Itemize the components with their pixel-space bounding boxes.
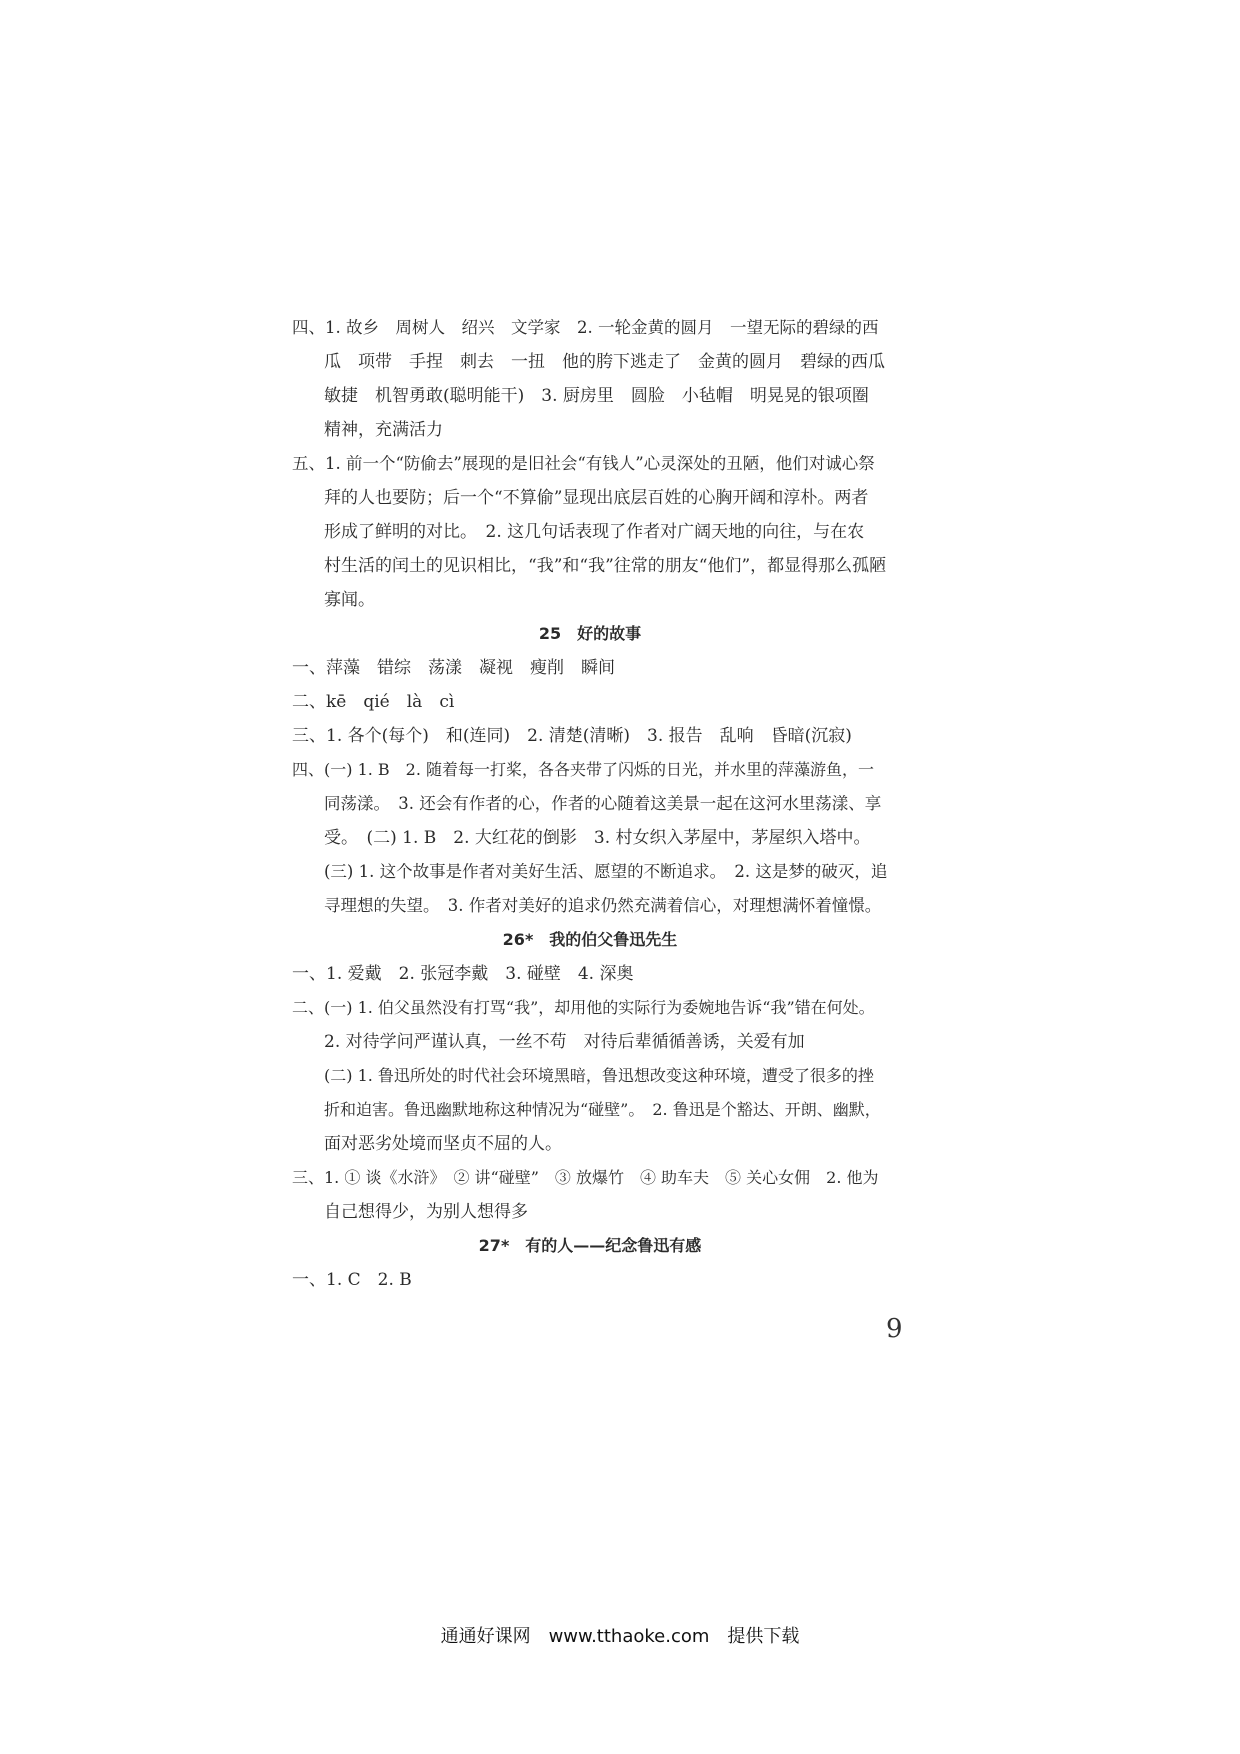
answer-line: 寻理想的失望。 3. 作者对美好的追求仍然充满着信心，对理想满怀着憧憬。 <box>324 896 882 915</box>
answer-line: 二、kē qié là cì <box>292 692 455 712</box>
answer-line: 五、1. 前一个“防偷去”展现的是旧社会“有钱人”心灵深处的丑陋，他们对诚心祭 <box>292 454 875 473</box>
footer-credit: 通通好课网 www.tthaoke.com 提供下载 <box>440 1626 800 1647</box>
answer-line: 敏捷 机智勇敢(聪明能干) 3. 厨房里 圆脸 小毡帽 明晃晃的银项圈 <box>324 386 869 406</box>
answer-line: 拜的人也要防；后一个“不算偷”显现出底层百姓的心胸开阔和淳朴。两者 <box>324 488 869 508</box>
answer-line: 瓜 项带 手捏 刺去 一扭 他的胯下逃走了 金黄的圆月 碧绿的西瓜 <box>324 352 885 372</box>
answer-line: 一、1. 爱戴 2. 张冠李戴 3. 碰壁 4. 深奥 <box>292 964 634 984</box>
answer-line: 四、1. 故乡 周树人 绍兴 文学家 2. 一轮金黄的圆月 一望无际的碧绿的西 <box>292 318 879 337</box>
answer-line: 村生活的闰土的见识相比，“我”和“我”往常的朋友“他们”，都显得那么孤陋 <box>324 556 887 576</box>
answer-line: 同荡漾。 3. 还会有作者的心，作者的心随着这美景一起在这河水里荡漾、享 <box>324 794 882 813</box>
answer-line: (三) 1. 这个故事是作者对美好生活、愿望的不断追求。 2. 这是梦的破灭，追 <box>324 862 888 881</box>
answer-line: 面对恶劣处境而坚贞不屈的人。 <box>324 1134 562 1154</box>
answer-line: 三、1. 各个(每个) 和(连同) 2. 清楚(清晰) 3. 报告 乱响 昏暗(沉寂) <box>292 726 852 746</box>
answer-line: 受。 (二) 1. B 2. 大红花的倒影 3. 村女织入茅屋中，茅屋织入塔中。 <box>324 828 871 848</box>
answer-content <box>292 311 888 1297</box>
answer-line: 精神，充满活力 <box>324 420 443 440</box>
answer-line: 寡闻。 <box>324 590 375 610</box>
answer-line: 一、萍藻 错综 荡漾 凝视 瘦削 瞬间 <box>292 658 615 678</box>
answer-line: 二、(一) 1. 伯父虽然没有打骂“我”，却用他的实际行为委婉地告诉“我”错在何处。 <box>292 998 875 1017</box>
section-heading: 26* 我的伯父鲁迅先生 <box>502 930 678 949</box>
answer-line: 2. 对待学问严谨认真，一丝不苟 对待后辈循循善诱，关爱有加 <box>324 1032 805 1052</box>
answer-line: 三、1. ① 谈《水浒》 ② 讲“碰壁” ③ 放爆竹 ④ 助车夫 ⑤ 关心女佣 2. 他为 <box>292 1168 879 1187</box>
section-heading: 27* 有的人——纪念鲁迅有感 <box>478 1236 702 1255</box>
answer-line: 自己想得少，为别人想得多 <box>324 1202 528 1222</box>
answer-line: 折和迫害。鲁迅幽默地称这种情况为“碰壁”。 2. 鲁迅是个豁达、开朗、幽默， <box>324 1100 881 1119</box>
answer-line: 形成了鲜明的对比。 2. 这几句话表现了作者对广阔天地的向往，与在农 <box>324 522 865 542</box>
page-number: 9 <box>886 1314 903 1344</box>
answer-line: 四、(一) 1. B 2. 随着每一打桨，各各夹带了闪烁的日光，并水里的萍藻游鱼，一 <box>292 760 875 779</box>
answer-line: (二) 1. 鲁迅所处的时代社会环境黑暗，鲁迅想改变这种环境，遭受了很多的挫 <box>324 1066 874 1085</box>
answer-line: 一、1. C 2. B <box>292 1270 412 1290</box>
section-heading: 25 好的故事 <box>538 624 642 643</box>
